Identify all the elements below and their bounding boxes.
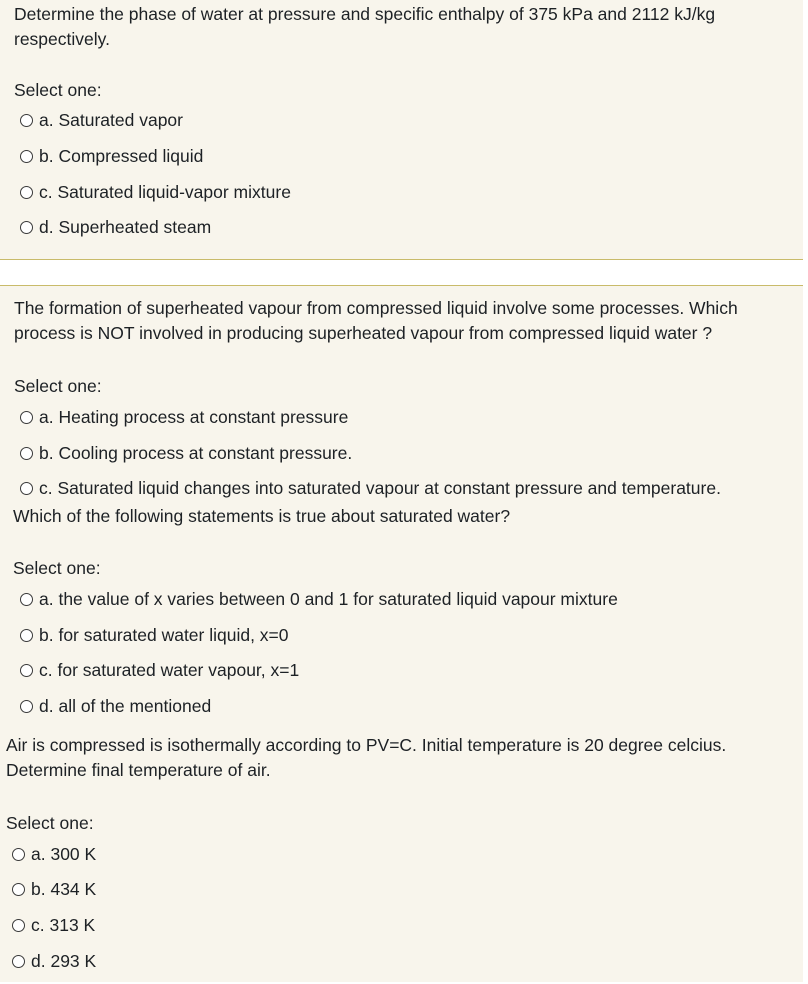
question-1-option-d[interactable]	[20, 216, 211, 238]
question-2-panel	[0, 285, 803, 730]
radio-button-icon[interactable]	[12, 848, 25, 861]
question-text-line: Which of the following statements is true about saturated water?	[13, 506, 511, 526]
question-text-line: Air is compressed is isothermally according to PV=C. Initial temperature is 20 degree celcius.	[6, 735, 727, 755]
option-label: b. Cooling process at constant pressure.	[39, 443, 353, 463]
question-4-text	[6, 733, 726, 783]
option-label: a. Saturated vapor	[39, 110, 183, 130]
question-text-line: Determine final temperature of air.	[6, 760, 271, 780]
question-4-option-b[interactable]	[12, 878, 96, 900]
radio-button-icon[interactable]	[20, 482, 33, 495]
radio-button-icon[interactable]	[20, 664, 33, 677]
question-2-option-b[interactable]	[20, 442, 352, 464]
radio-button-icon[interactable]	[20, 221, 33, 234]
question-4-option-a[interactable]	[12, 843, 96, 865]
question-2-text	[14, 296, 738, 346]
select-one-label: Select one:	[14, 376, 102, 396]
question-text-line: The formation of superheated vapour from compressed liquid involve some processes. Which	[14, 298, 738, 318]
option-label: a. the value of x varies between 0 and 1 for saturated liquid vapour mixture	[39, 589, 618, 609]
option-label: a. Heating process at constant pressure	[39, 407, 349, 427]
question-text-line: respectively.	[14, 29, 110, 49]
question-2-option-a[interactable]	[20, 406, 348, 428]
select-one-label: Select one:	[13, 558, 101, 578]
radio-button-icon[interactable]	[12, 883, 25, 896]
option-label: c. for saturated water vapour, x=1	[39, 660, 300, 680]
question-2-option-c[interactable]	[20, 477, 721, 499]
option-label: c. Saturated liquid-vapor mixture	[39, 182, 291, 202]
option-label: b. Compressed liquid	[39, 146, 204, 166]
select-one-label: Select one:	[6, 813, 94, 833]
question-3-option-b[interactable]	[20, 624, 289, 646]
question-3-option-c[interactable]	[20, 659, 299, 681]
radio-button-icon[interactable]	[20, 186, 33, 199]
question-text-line: Determine the phase of water at pressure and specific enthalpy of 375 kPa and 2112 kJ/kg	[14, 4, 716, 24]
radio-button-icon[interactable]	[12, 955, 25, 968]
question-4-panel	[0, 730, 803, 982]
question-3-option-a[interactable]	[20, 588, 618, 610]
radio-button-icon[interactable]	[20, 629, 33, 642]
radio-button-icon[interactable]	[20, 447, 33, 460]
radio-button-icon[interactable]	[20, 593, 33, 606]
option-label: d. Superheated steam	[39, 217, 212, 237]
question-text-line: process is NOT involved in producing superheated vapour from compressed liquid water ?	[14, 323, 713, 343]
radio-button-icon[interactable]	[20, 114, 33, 127]
question-4-option-d[interactable]	[12, 950, 96, 972]
question-1-option-a[interactable]	[20, 109, 183, 131]
question-3-option-d[interactable]	[20, 695, 211, 717]
select-one-label: Select one:	[14, 80, 102, 100]
option-label: b. 434 K	[31, 879, 97, 899]
option-label: c. 313 K	[31, 915, 96, 935]
option-label: a. 300 K	[31, 844, 97, 864]
question-3-text	[13, 504, 510, 529]
radio-button-icon[interactable]	[20, 411, 33, 424]
question-1-option-b[interactable]	[20, 145, 203, 167]
question-4-option-c[interactable]	[12, 914, 95, 936]
option-label: c. Saturated liquid changes into saturated vapour at constant pressure and temperature.	[39, 478, 721, 498]
radio-button-icon[interactable]	[20, 700, 33, 713]
radio-button-icon[interactable]	[12, 919, 25, 932]
option-label: b. for saturated water liquid, x=0	[39, 625, 289, 645]
option-label: d. 293 K	[31, 951, 97, 971]
question-1-panel	[0, 0, 803, 260]
radio-button-icon[interactable]	[20, 150, 33, 163]
option-label: d. all of the mentioned	[39, 696, 212, 716]
question-1-text	[14, 2, 715, 52]
question-1-option-c[interactable]	[20, 181, 291, 203]
